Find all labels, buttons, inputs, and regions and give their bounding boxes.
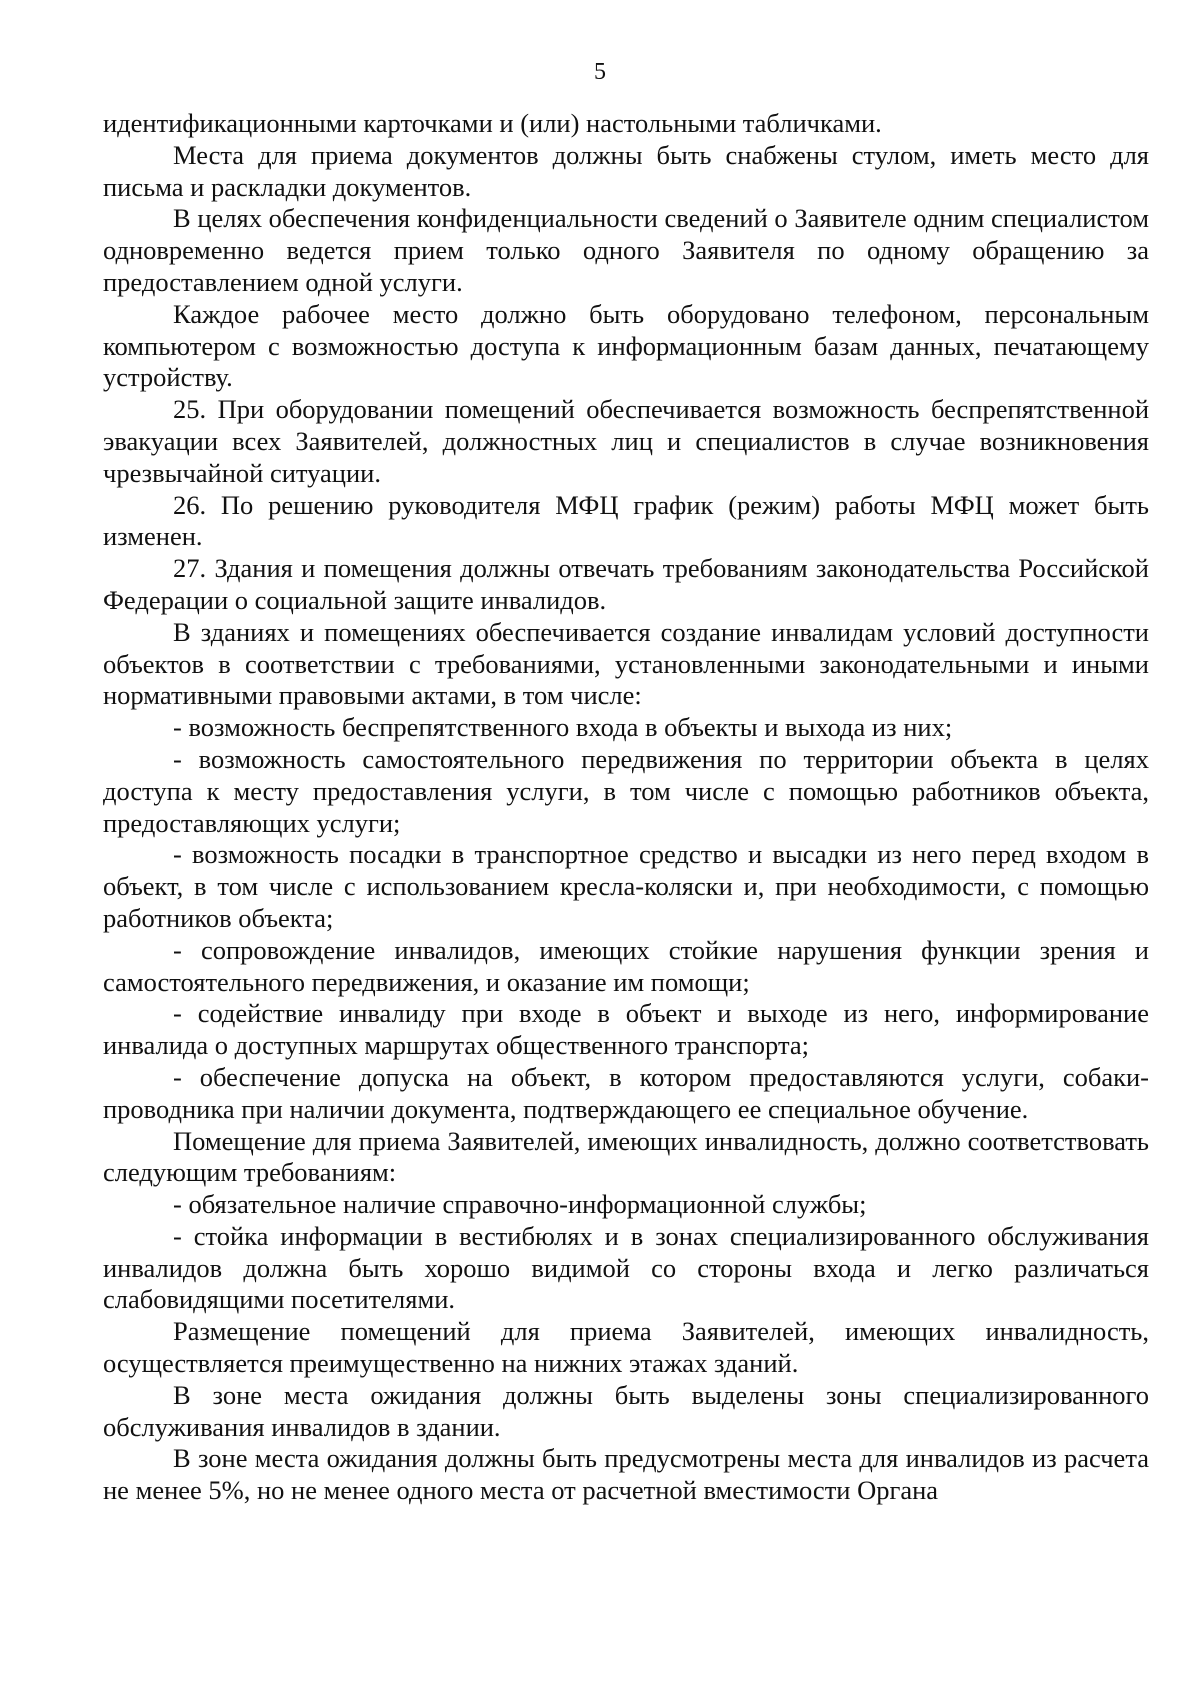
paragraph-3: В целях обеспечения конфиденциальности сведений о Заявителе одним специалистом одновременно ведется прием только одного Заявителя по одному обращению за предоставлением одной услуги.	[103, 203, 1149, 297]
document-body	[103, 108, 1149, 1507]
paragraph-2: Места для приема документов должны быть снабжены стулом, иметь место для письма и раскладки документов.	[103, 139, 1149, 202]
paragraph-7: 27. Здания и помещения должны отвечать требованиям законодательства Российской Федерации о социальной защите инвалидов.	[103, 553, 1149, 615]
paragraph-12: - сопровождение инвалидов, имеющих стойкие нарушения функции зрения и самостоятельного передвижения, и оказание им помощи;	[103, 934, 1149, 997]
paragraph-19: В зоне места ожидания должны быть выделены зоны специализированного обслуживания инвалидов в здании.	[103, 1379, 1149, 1442]
paragraph-18: Размещение помещений для приема Заявителей, имеющих инвалидность, осуществляется преимущественно на нижних этажах зданий.	[103, 1316, 1149, 1379]
paragraph-16: - обязательное наличие справочно-информационной службы;	[173, 1189, 867, 1220]
paragraph-5: 25. При оборудовании помещений обеспечивается возможность беспрепятственной эвакуации всех Заявителей, должностных лиц и специалистов в случае возникновения чрезвычайной ситуации.	[103, 394, 1149, 488]
paragraph-8: В зданиях и помещениях обеспечивается создание инвалидам условий доступности объектов в соответствии с требованиями, установленными законодательными и иными нормативными правовыми актами, в том числе:	[103, 616, 1149, 711]
paragraph-11: - возможность посадки в транспортное средство и высадки из него перед входом в объект, в том числе с использованием кресла-коляски и, при необходимости, с помощью работников объекта;	[103, 839, 1149, 933]
page-number: 5	[594, 59, 606, 85]
paragraph-17: - стойка информации в вестибюлях и в зонах специализированного обслуживания инвалидов должна быть хорошо видимой со стороны входа и легко различаться слабовидящими посетителями.	[103, 1220, 1149, 1315]
paragraph-20: В зоне места ожидания должны быть предусмотрены места для инвалидов из расчета не менее 5%, но не менее одного места от расчетной вместимости Органа	[103, 1443, 1149, 1506]
paragraph-15: Помещение для приема Заявителей, имеющих инвалидность, должно соответствовать следующим требованиям:	[103, 1125, 1149, 1188]
paragraph-6: 26. По решению руководителя МФЦ график (режим) работы МФЦ может быть изменен.	[103, 489, 1149, 552]
paragraph-9: - возможность беспрепятственного входа в объекты и выхода из них;	[173, 712, 953, 743]
paragraph-1: идентификационными карточками и (или) настольными табличками.	[103, 108, 882, 138]
paragraph-4: Каждое рабочее место должно быть оборудовано телефоном, персональным компьютером с возможностью доступа к информационным базам данных, печатающему устройству.	[103, 298, 1149, 393]
paragraph-10: - возможность самостоятельного передвижения по территории объекта в целях доступа к месту предоставления услуги, в том числе с помощью работников объекта, предоставляющих услуги;	[103, 743, 1149, 838]
paragraph-14: - обеспечение допуска на объект, в котором предоставляются услуги, собаки-проводника при наличии документа, подтверждающего ее специальное обучение.	[103, 1061, 1149, 1124]
paragraph-13: - содействие инвалиду при входе в объект и выходе из него, информирование инвалида о доступных маршрутах общественного транспорта;	[103, 998, 1149, 1061]
